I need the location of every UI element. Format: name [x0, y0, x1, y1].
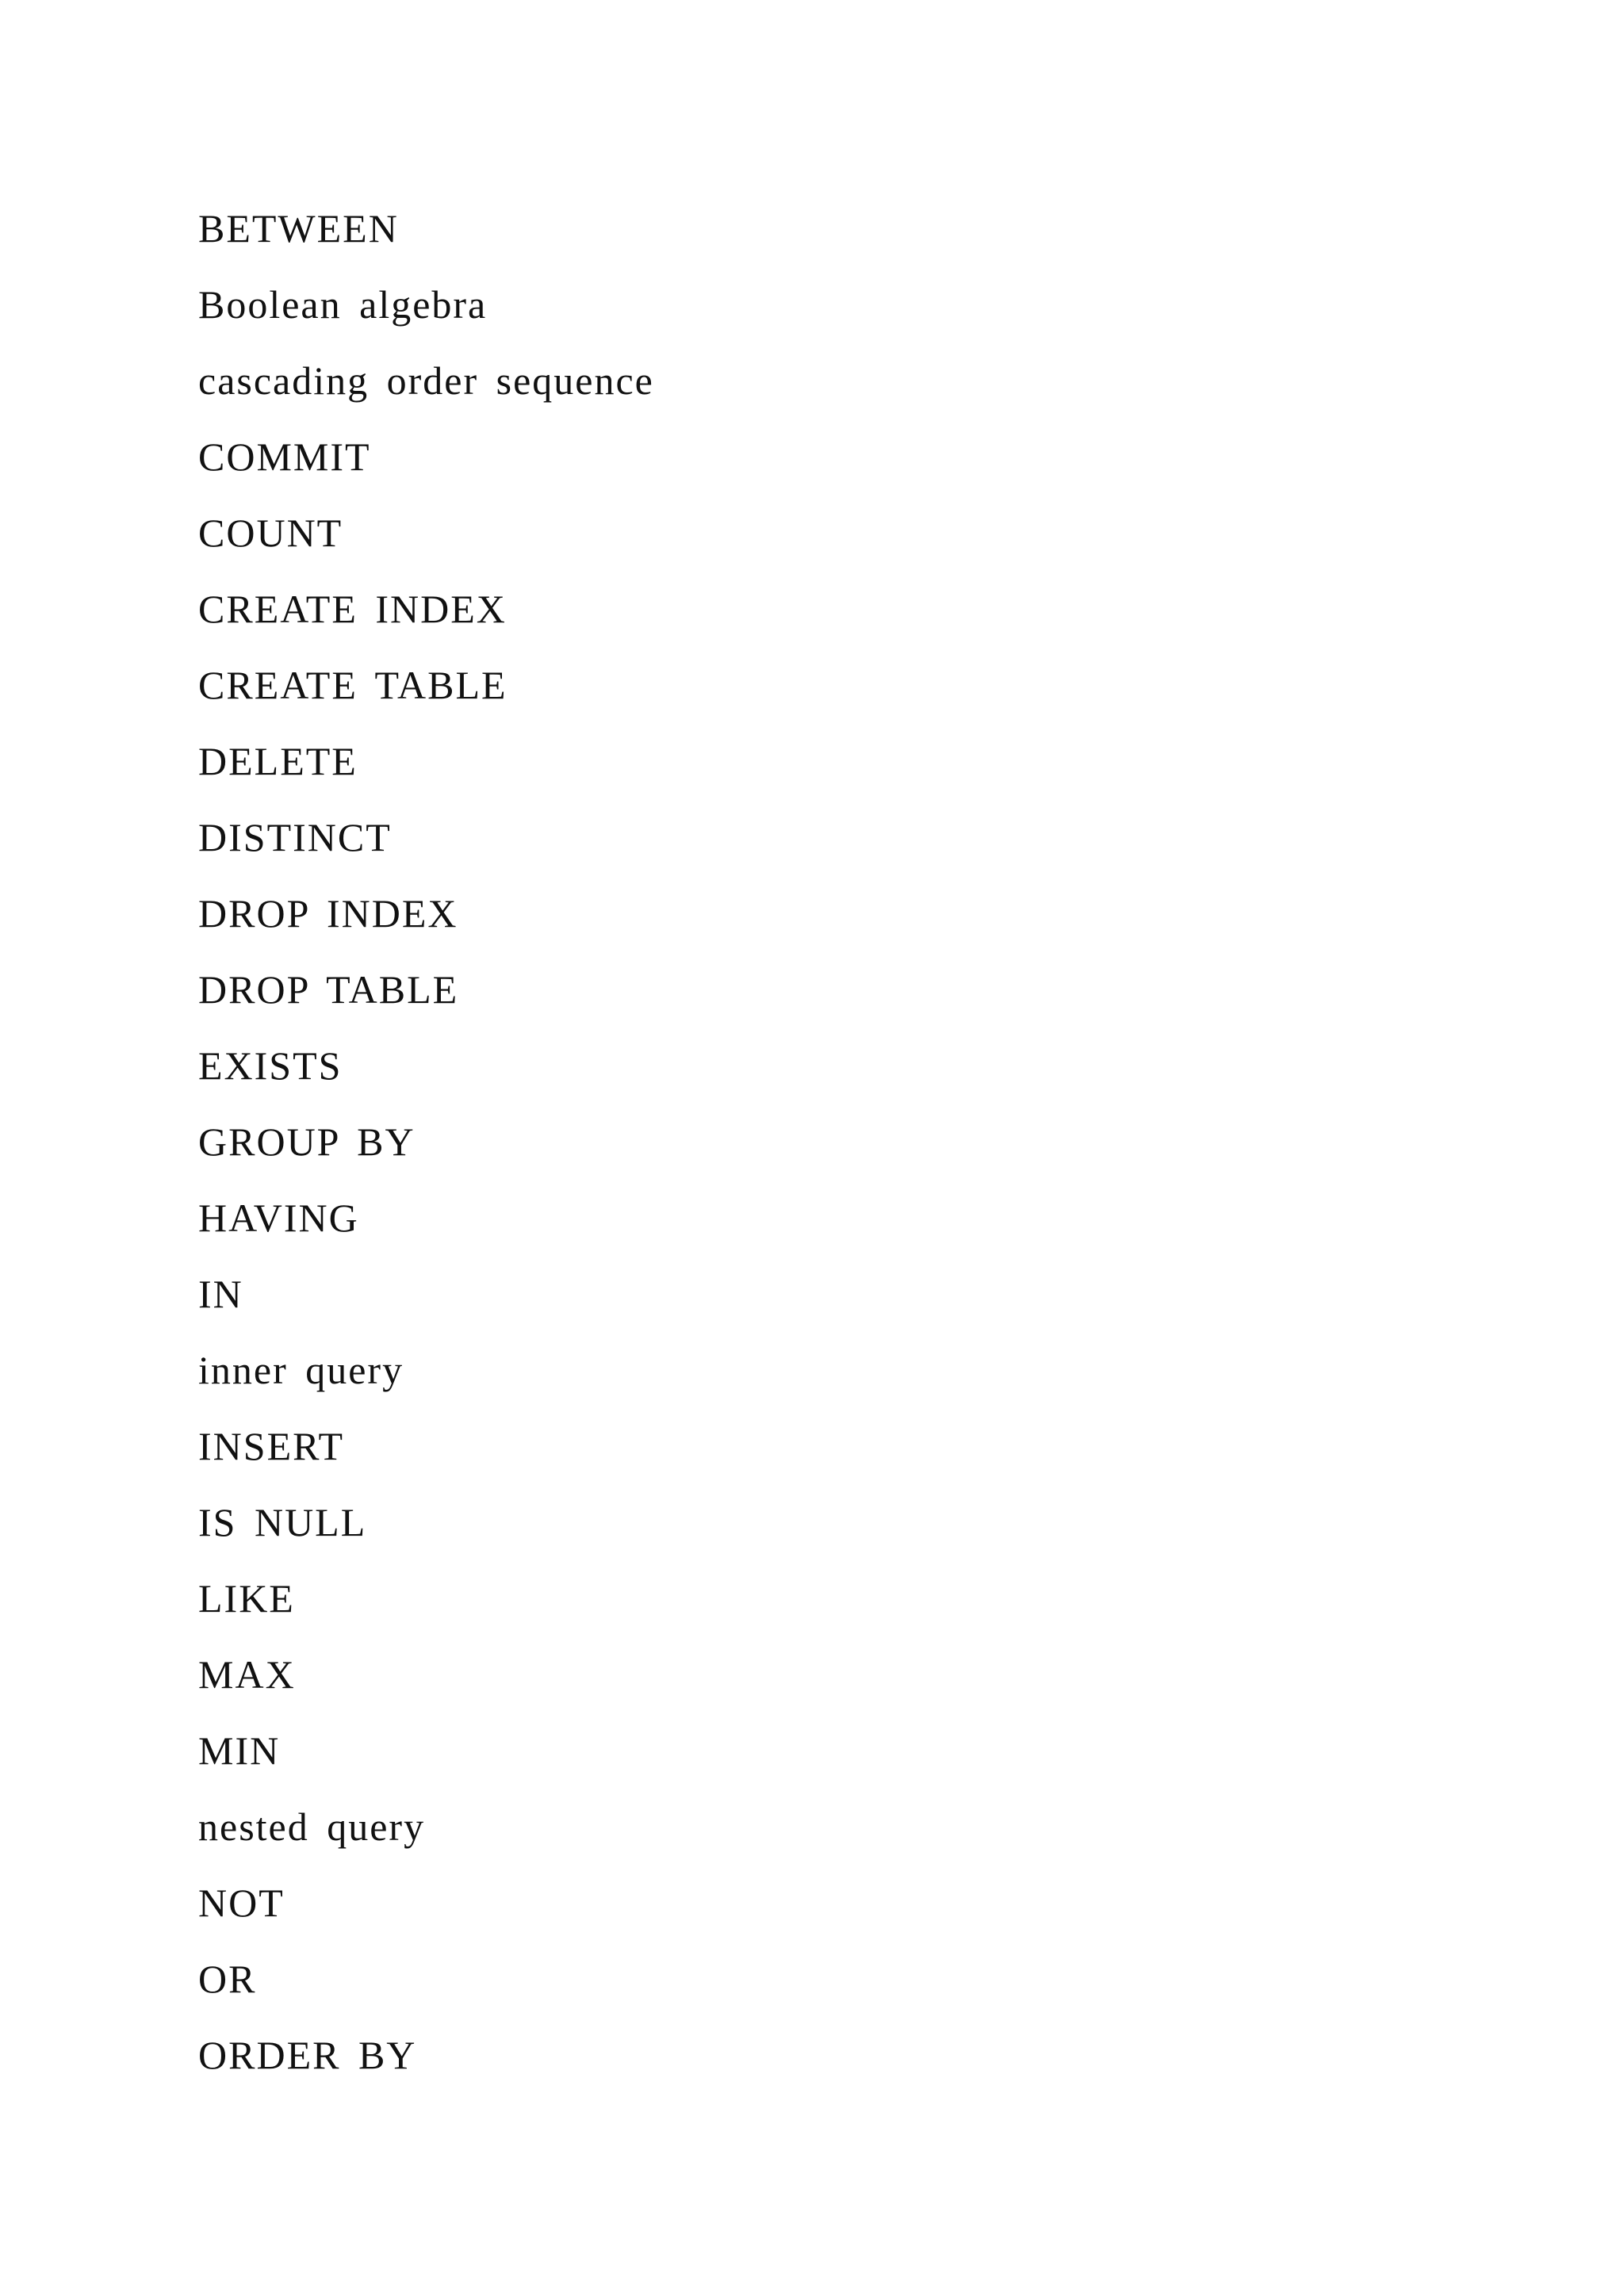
term-item: Boolean algebra: [198, 282, 488, 327]
term-item: COUNT: [198, 511, 343, 555]
term-item: DROP INDEX: [198, 891, 458, 936]
term-item: DISTINCT: [198, 815, 392, 859]
term-item: MAX: [198, 1652, 296, 1697]
term-item: NOT: [198, 1881, 285, 1925]
term-item: ORDER BY: [198, 2033, 417, 2077]
term-list: [198, 190, 654, 2093]
term-item: GROUP BY: [198, 1119, 416, 1164]
term-item: IS NULL: [198, 1500, 367, 1544]
term-item: COMMIT: [198, 434, 371, 479]
term-item: BETWEEN: [198, 206, 399, 251]
term-item: HAVING: [198, 1196, 359, 1240]
term-item: CREATE INDEX: [198, 587, 507, 631]
term-item: INSERT: [198, 1424, 344, 1468]
term-item: DELETE: [198, 739, 358, 783]
term-item: inner query: [198, 1348, 404, 1392]
term-item: DROP TABLE: [198, 967, 459, 1012]
term-item: LIKE: [198, 1576, 295, 1621]
term-item: MIN: [198, 1728, 281, 1773]
term-item: CREATE TABLE: [198, 663, 508, 707]
term-item: IN: [198, 1272, 243, 1316]
term-item: nested query: [198, 1804, 426, 1849]
term-item: cascading order sequence: [198, 358, 654, 403]
term-item: OR: [198, 1957, 257, 2001]
term-item: EXISTS: [198, 1043, 343, 1088]
